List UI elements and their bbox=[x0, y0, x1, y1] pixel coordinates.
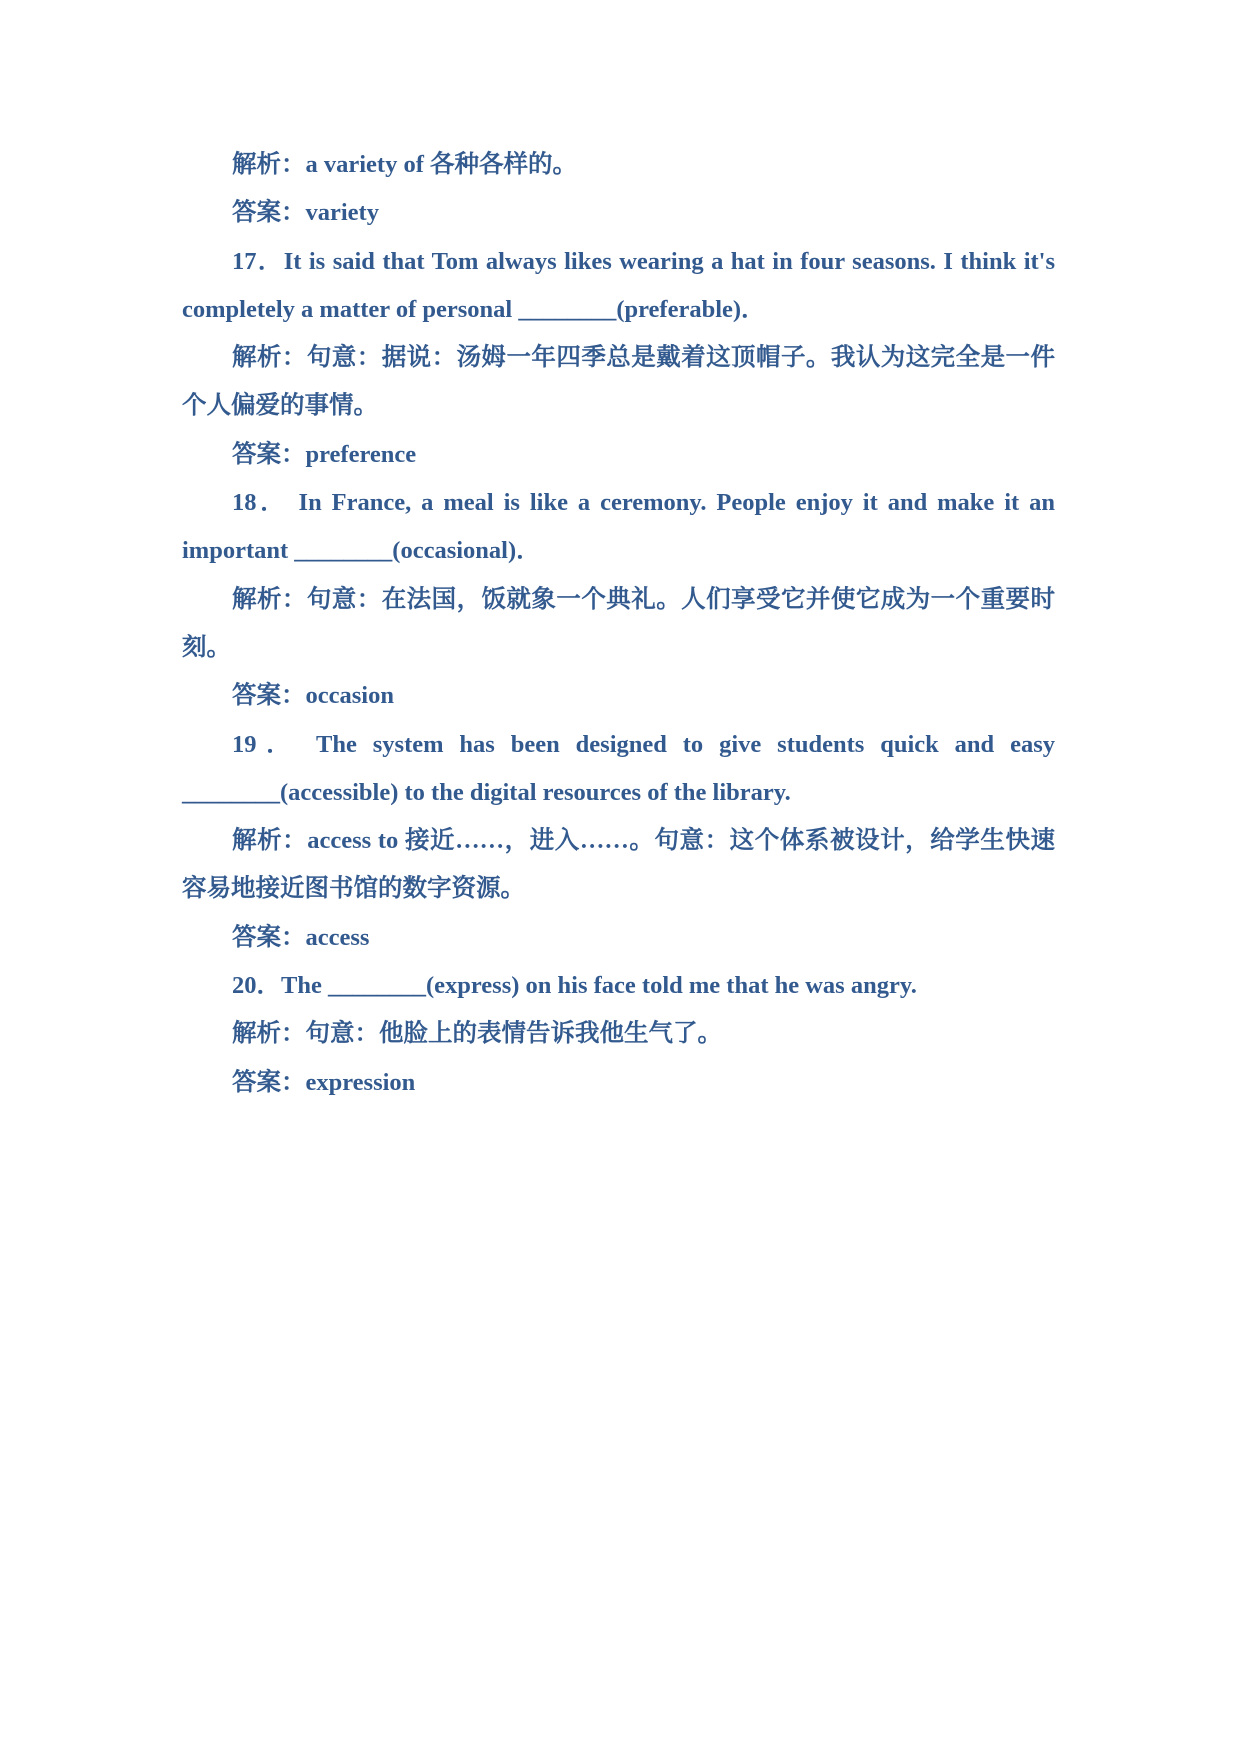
item-20-block bbox=[182, 962, 1055, 1107]
question-18-line-2: important ________(occasional)． bbox=[182, 537, 541, 565]
answer-19: 答案：access bbox=[232, 923, 370, 951]
item-19-block bbox=[182, 721, 1055, 962]
analysis-18-line-1: 解析：句意：在法国，饭就象一个典礼。人们享受它并使它成为一个重要时 bbox=[232, 585, 1055, 613]
analysis-17-line-2: 个人偏爱的事情。 bbox=[182, 392, 378, 420]
answer-20: 答案：expression bbox=[232, 1068, 416, 1096]
answer-17: 答案：preference bbox=[232, 440, 417, 468]
question-19-line-1: 19． The system has been designed to give students quick and easy bbox=[232, 730, 1055, 758]
item-18-block bbox=[182, 479, 1055, 720]
question-19-line-2: ________(accessible) to the digital resources of the library. bbox=[182, 778, 791, 806]
analysis-19-line-1: 解析：access to 接近……，进入……。句意：这个体系被设计，给学生快速 bbox=[232, 827, 1055, 855]
analysis-19-line-2: 容易地接近图书馆的数字资源。 bbox=[182, 875, 525, 903]
document-body bbox=[182, 141, 1055, 1107]
analysis-16-line-1: 解析：a variety of 各种各样的。 bbox=[232, 151, 577, 178]
question-17-line-1: 17．It is said that Tom always likes wearing a hat in four seasons. I think it's bbox=[232, 247, 1055, 275]
analysis-17-line-1: 解析：句意：据说：汤姆一年四季总是戴着这顶帽子。我认为这完全是一件 bbox=[232, 344, 1055, 372]
question-18-line-1: 18． In France, a meal is like a ceremony. People enjoy it and make it an bbox=[232, 489, 1055, 517]
analysis-20-line-1: 解析：句意：他脸上的表情告诉我他生气了。 bbox=[232, 1020, 722, 1048]
question-17-line-2: completely a matter of personal ________(preferable)． bbox=[182, 295, 766, 323]
answer-16: 答案：variety bbox=[232, 199, 379, 227]
item-16-block bbox=[182, 141, 1055, 238]
analysis-18-line-2: 刻。 bbox=[182, 633, 231, 661]
item-17-block bbox=[182, 238, 1055, 479]
question-20-line-1: 20．The ________(express) on his face told me that he was angry. bbox=[232, 972, 917, 1000]
answer-18: 答案：occasion bbox=[232, 682, 394, 710]
